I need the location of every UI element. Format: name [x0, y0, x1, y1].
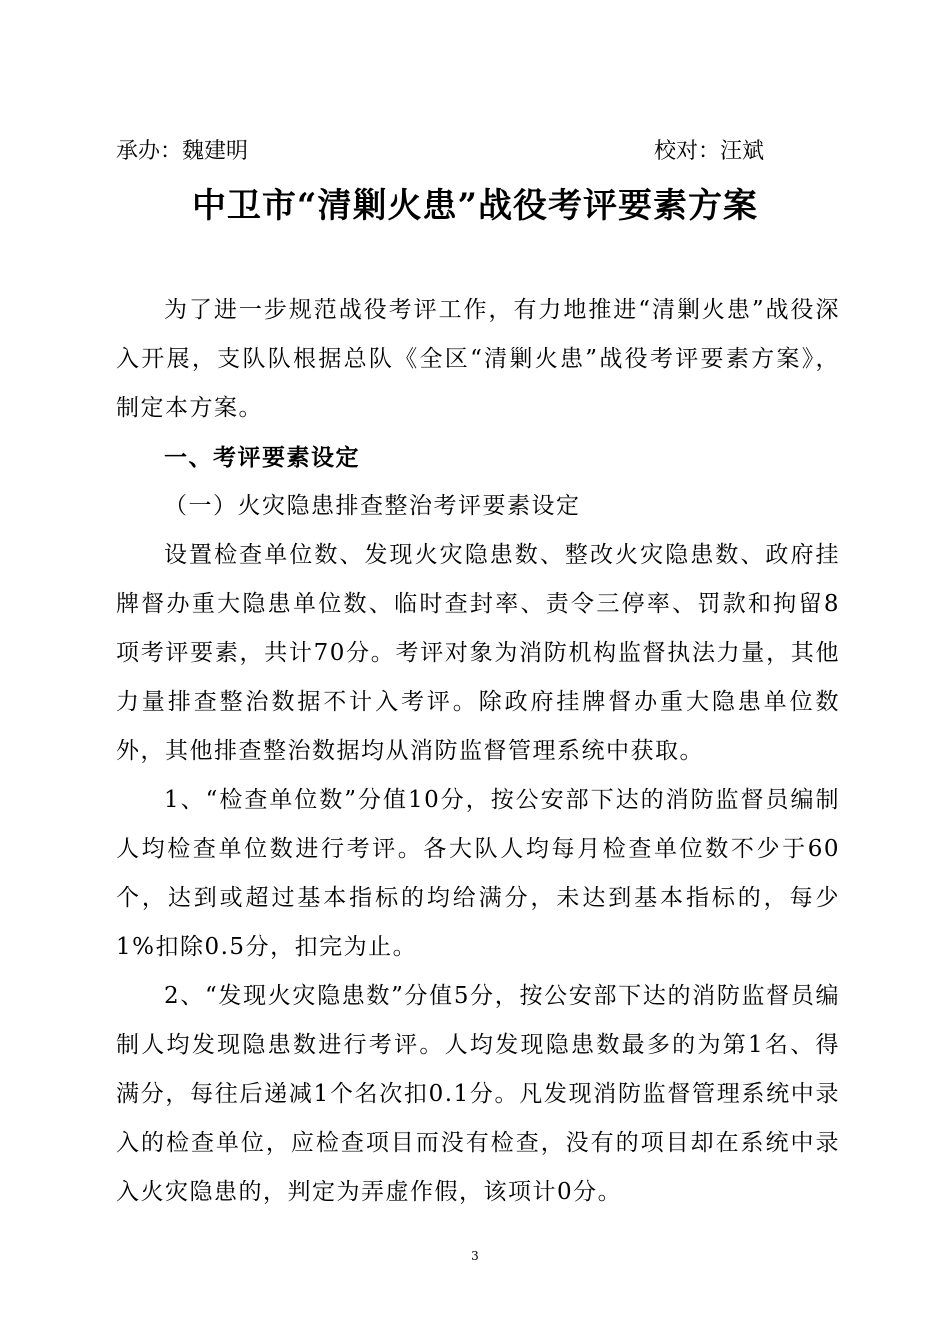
- body-paragraph: 设置检查单位数、发现火灾隐患数、整改火灾隐患数、政府挂牌督办重大隐患单位数、临时查封率、责令三停率、罚款和拘留8项考评要素，共计70分。考评对象为消防机构监督执法力量，其他力量排查整治数据不计入考评。除政府挂牌督办重大隐患单位数外，其他排查整治数据均从消防监督管理系统中获取。: [116, 542, 840, 764]
- undertaker-label: 承办：魏建明: [116, 139, 249, 164]
- body-paragraph: 2、“发现火灾隐患数”分值5分，按公安部下达的消防监督员编制人均发现隐患数进行考评。人均发现隐患数最多的为第1名、得满分，每往后递减1个名次扣0.1分。凡发现消防监督管理系统中录入的检查单位，应检查项目而没有检查，没有的项目却在系统中录入火灾隐患的，判定为弄虚作假，该项计0分。: [116, 983, 840, 1205]
- subsection-heading: （一）火灾隐患排查整治考评要素设定: [164, 493, 581, 519]
- proofreader-label: 校对：汪斌: [653, 139, 764, 164]
- body-paragraph: 1、“检查单位数”分值10分，按公安部下达的消防监督员编制人均检查单位数进行考评。各大队人均每月检查单位数不少于60个，达到或超过基本指标的均给满分，未达到基本指标的，每少1%扣除0.5分，扣完为止。: [116, 787, 840, 960]
- document-body: [116, 286, 840, 1217]
- document-title: 中卫市“清剿火患”战役考评要素方案: [191, 186, 759, 226]
- intro-paragraph: 为了进一步规范战役考评工作，有力地推进“清剿火患”战役深入开展，支队队根据总队《全区“清剿火患”战役考评要素方案》，制定本方案。: [116, 297, 840, 421]
- section-heading: 一、考评要素设定: [164, 444, 360, 471]
- page-number: 3: [471, 1249, 479, 1263]
- document-header: [116, 136, 764, 168]
